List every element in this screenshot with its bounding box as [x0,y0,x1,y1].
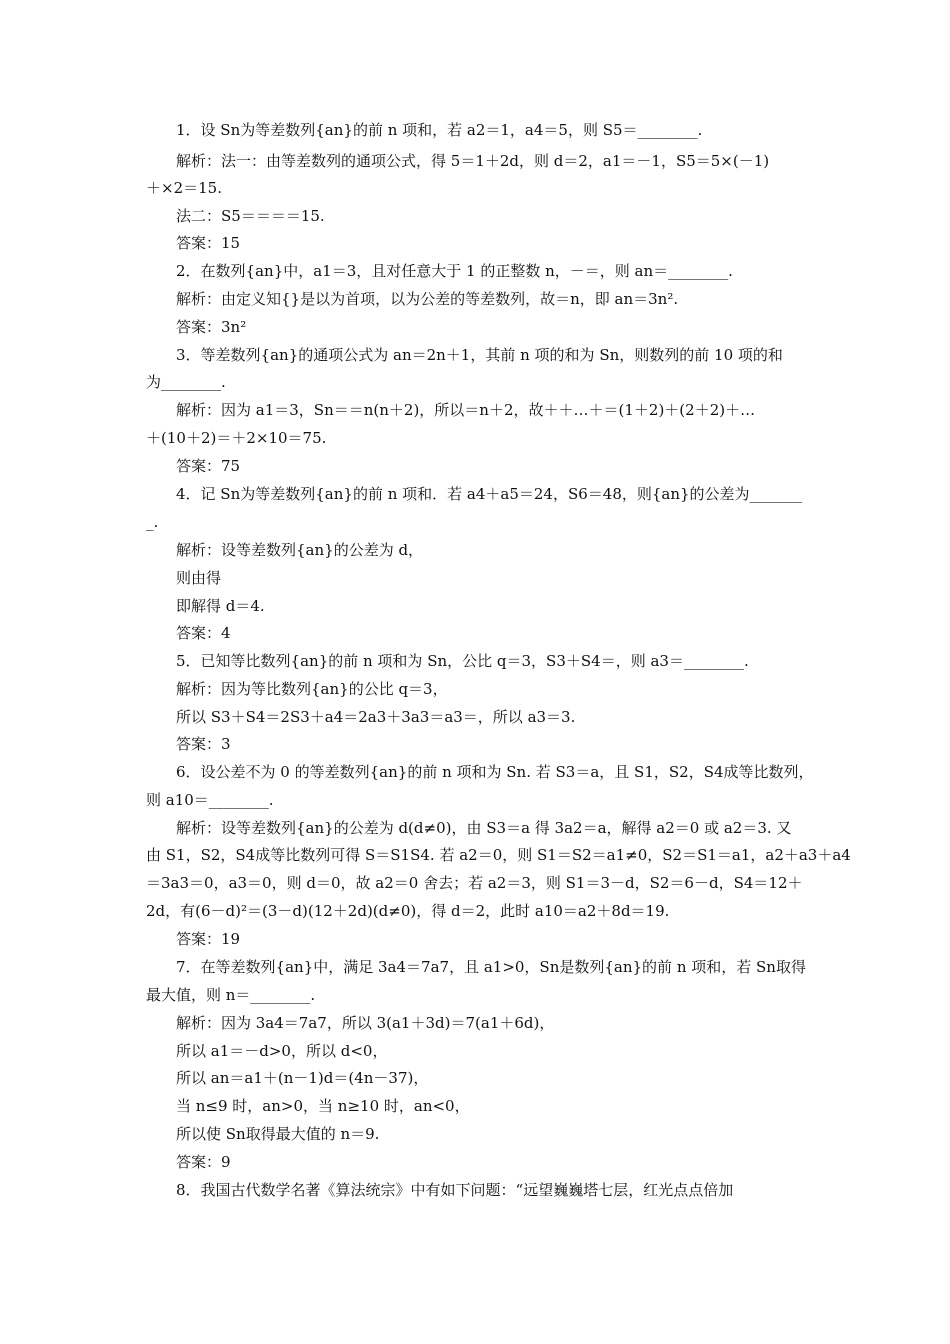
question-7: 7．在等差数列{an}中，满足 3a4＝7a7，且 a1>0，Sn是数列{an}的前 n 项和，若 Sn取得 [176,958,806,976]
solution-line: 解析：因为等比数列{an}的公比 q＝3， [176,680,448,698]
question-3: 3．等差数列{an}的通项公式为 an＝2n＋1，其前 n 项的和为 Sn，则数列的前 10 项的和 [176,346,783,364]
question-4-cont: _. [146,513,159,531]
answer-line: 答案：3n² [176,318,247,336]
solution-line: 解析：法一：由等差数列的通项公式，得 5＝1＋2d，则 d＝2，a1＝－1，S5＝5×(－1) [176,152,770,170]
question-3-cont: 为________. [146,373,226,391]
solution-line: 解析：设等差数列{an}的公差为 d(d≠0)，由 S3＝a 得 3a2＝a，解得 a2＝0 或 a2＝3. 又 [176,819,792,837]
solution-line: 法二：S5＝＝＝＝15. [176,207,325,225]
solution-line: 所以 an＝a1＋(n－1)d＝(4n－37)， [176,1069,429,1087]
solution-line: ＝3a3＝0，a3＝0，则 d＝0，故 a2＝0 舍去；若 a2＝3，则 S1＝3－d，S2＝6－d，S4＝12＋ [146,874,803,892]
answer-line: 答案：75 [176,457,241,475]
solution-line: 解析：因为 3a4＝7a7，所以 3(a1＋3d)＝7(a1＋6d)， [176,1014,555,1032]
question-1: 1．设 Sn为等差数列{an}的前 n 项和，若 a2＝1，a4＝5，则 S5＝________. [176,121,703,139]
question-8: 8．我国古代数学名著《算法统宗》中有如下问题：“远望巍巍塔七层，红光点点倍加 [176,1181,734,1199]
question-4: 4．记 Sn为等差数列{an}的前 n 项和．若 a4＋a5＝24，S6＝48，则{an}的公差为_______ [176,485,803,503]
solution-line: 所以使 Sn取得最大值的 n＝9. [176,1125,380,1143]
answer-line: 答案：19 [176,930,241,948]
solution-line: 即解得 d＝4. [176,597,265,615]
solution-line: 当 n≤9 时，an>0，当 n≥10 时，an<0， [176,1097,470,1115]
solution-line: 解析：设等差数列{an}的公差为 d， [176,541,424,559]
solution-line: 由 S1，S2，S4成等比数列可得 S＝S1S4. 若 a2＝0，则 S1＝S2＝a1≠0，S2＝S1＝a1，a2＋a3＋a4 [146,846,851,864]
question-2: 2．在数列{an}中，a1＝3，且对任意大于 1 的正整数 n，－＝，则 an＝________. [176,262,733,280]
solution-line: 解析：因为 a1＝3，Sn＝＝n(n＋2)，所以＝n＋2，故＋＋…＋＝(1＋2)＋(2＋2)＋… [176,401,756,419]
question-6-cont: 则 a10＝________. [146,791,274,809]
solution-line: 所以 a1＝－d>0，所以 d<0， [176,1042,388,1060]
solution-line: 2d，有(6－d)²＝(3－d)(12＋2d)(d≠0)，得 d＝2，此时 a10＝a2＋8d＝19. [146,902,670,920]
solution-line: ＋×2＝15. [146,179,222,197]
answer-line: 答案：9 [176,1153,231,1171]
solution-line: 所以 S3＋S4＝2S3＋a4＝2a3＋3a3＝a3＝，所以 a3＝3. [176,708,576,726]
question-6: 6．设公差不为 0 的等差数列{an}的前 n 项和为 Sn. 若 S3＝a，且 S1，S2，S4成等比数列， [176,763,814,781]
question-7-cont: 最大值，则 n＝________. [146,986,316,1004]
answer-line: 答案：15 [176,234,241,252]
answer-line: 答案：3 [176,735,231,753]
answer-line: 答案：4 [176,624,231,642]
solution-line: 解析：由定义知{}是以为首项，以为公差的等差数列，故＝n，即 an＝3n². [176,290,679,308]
question-5: 5．已知等比数列{an}的前 n 项和为 Sn，公比 q＝3，S3＋S4＝，则 a3＝________. [176,652,749,670]
solution-line: ＋(10＋2)＝＋2×10＝75. [146,429,327,447]
solution-line: 则由得 [176,569,222,587]
